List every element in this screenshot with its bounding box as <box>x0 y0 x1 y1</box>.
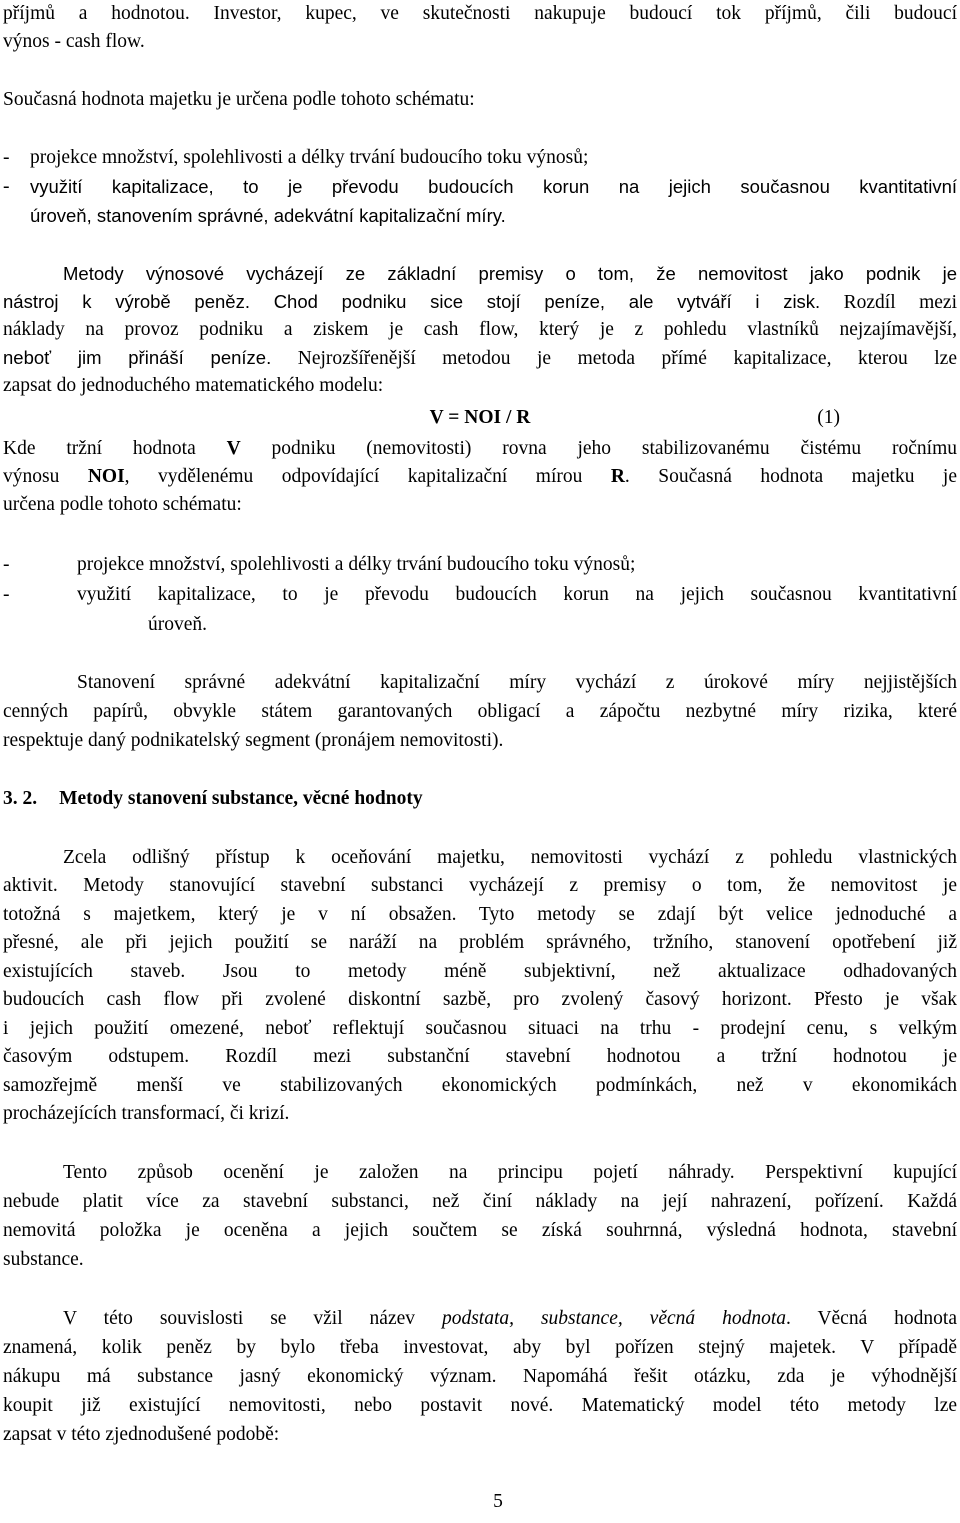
equation-number: (1) <box>817 407 840 428</box>
text-line: znamená, kolik peněz by bylo třeba investovat, aby byl pořízen stejný majetek. V případě <box>3 1337 957 1358</box>
section-heading <box>3 787 423 811</box>
list-bullet: - <box>3 176 10 197</box>
list-bullet: - <box>3 584 10 605</box>
text-line: respektuje daný podnikatelský segment (pronájem nemovitosti). <box>3 730 504 751</box>
text-line: nákupu má substance jasný ekonomický význam. Napomáhá řešit otázku, zda je výhodnější <box>3 1366 957 1387</box>
text-span: R <box>610 466 625 487</box>
text-span: . Současná hodnota majetku je <box>624 466 958 487</box>
text-span: Nejrozšířenější metodou je metoda přímé kapitalizace, kterou lze <box>271 348 957 369</box>
text-line: existujících staveb. Jsou to metody méně subjektivní, než aktualizace odhadovaných <box>3 961 957 982</box>
list-item: projekce množství, spolehlivosti a délky trvání budoucího toku výnosů; <box>77 554 636 575</box>
text-line: příjmů a hodnotou. Investor, kupec, ve skutečnosti nakupuje budoucí tok příjmů, čili budoucí <box>3 3 957 24</box>
text-line: totožná s majetkem, který je v ní obsažen. Tyto metody se zdají být velice jednoduché a <box>3 904 957 925</box>
text-line: náklady na provoz podniku a ziskem je cash flow, který je z pohledu vlastníků nejzajímavější, <box>3 319 957 340</box>
text-line: určena podle tohoto schématu: <box>3 494 242 515</box>
text-span: V <box>226 438 241 459</box>
list-item: využití kapitalizace, to je převodu budoucích korun na jejich současnou kvantitativní <box>77 584 957 605</box>
text-line: Zcela odlišný přístup k oceňování majetku, nemovitosti vychází z pohledu vlastnických <box>63 847 957 868</box>
text-span: neboť jim přináší peníze. <box>3 347 272 368</box>
text-line: zapsat v této zjednodušené podobě: <box>3 1424 280 1445</box>
text-line: Stanovení správné adekvátní kapitalizační míry vychází z úrokové míry nejjistějších <box>77 672 957 693</box>
text-line: Tento způsob ocenění je založen na principu pojetí náhrady. Perspektivní kupující <box>63 1162 957 1183</box>
text-line <box>3 346 957 371</box>
list-bullet: - <box>3 147 10 168</box>
text-span: výnosu <box>3 466 88 487</box>
text-line <box>3 290 957 315</box>
text-line: časovým odstupem. Rozdíl mezi substanční stavební hodnotou a tržní hodnotou je <box>3 1046 957 1067</box>
text-span: Rozdíl mezi <box>820 292 957 313</box>
text-line: nemovitá položka je oceněna a jejich součtem se získá souhrnná, výsledná hodnota, stavební <box>3 1220 957 1241</box>
text-line: přesné, ale při jejich použití se naráží na problém správného, tržního, stanovení opotřebení již <box>3 932 957 953</box>
text-span: . Věcná hodnota <box>785 1308 957 1329</box>
list-item: projekce množství, spolehlivosti a délky trvání budoucího toku výnosů; <box>30 147 589 168</box>
text-span: nástroj k výrobě peněz. Chod podniku sice stojí peníze, ale vytváří i zisk. <box>3 291 821 312</box>
text-line: koupit již existující nemovitosti, nebo postavit nové. Matematický model této metody lze <box>3 1395 957 1416</box>
text-line <box>3 465 957 489</box>
text-line: zapsat do jednoduchého matematického modelu: <box>3 375 384 396</box>
text-line: samozřejmě menší ve stabilizovaných ekonomických podmínkách, než v ekonomikách <box>3 1075 957 1096</box>
text-line <box>63 1307 957 1331</box>
text-span: V této souvislosti se vžil název <box>63 1308 442 1329</box>
text-line: Současná hodnota majetku je určena podle tohoto schématu: <box>3 89 475 110</box>
list-bullet: - <box>3 554 10 575</box>
text-line: budoucích cash flow při zvolené diskontní sazbě, pro zvolený časový horizont. Přesto je však <box>3 989 957 1010</box>
text-line: cenných papírů, obvykle státem garantovaných obligací a zápočtu nezbytné míry rizika, které <box>3 701 957 722</box>
text-line: procházejících transformací, či krizí. <box>3 1103 290 1124</box>
text-line: Metody výnosové vycházejí ze základní premisy o tom, že nemovitost jako podnik je <box>63 263 957 284</box>
text-span: Kde tržní hodnota <box>3 438 227 459</box>
text-span: , vydělenému odpovídající kapitalizační mírou <box>124 466 611 487</box>
formula: V = NOI / R <box>429 407 531 428</box>
section-number: 3. 2. <box>3 788 38 809</box>
text-line: výnos - cash flow. <box>3 31 145 52</box>
text-line <box>3 437 957 461</box>
text-line: substance. <box>3 1249 84 1270</box>
list-item-continuation: úroveň. <box>148 614 208 635</box>
section-title: Metody stanovení substance, věcné hodnoty <box>59 788 423 809</box>
text-span: NOI <box>87 466 125 487</box>
text-span: podniku (nemovitosti) rovna jeho stabilizovanému čistému ročnímu <box>240 438 957 459</box>
page-number: 5 <box>493 1491 503 1512</box>
text-span: podstata, substance, věcná hodnota <box>441 1308 786 1329</box>
text-line: aktivit. Metody stanovující stavební substanci vycházejí z premisy o tom, že nemovitost je <box>3 875 957 896</box>
text-line: nebude platit více za stavební substanci, než činí náklady na její nahrazení, pořízení. Každá <box>3 1191 957 1212</box>
list-item: využití kapitalizace, to je převodu budoucích korun na jejich současnou kvantitativní <box>30 176 957 197</box>
list-item-continuation: úroveň, stanovením správné, adekvátní kapitalizační míry. <box>30 205 506 226</box>
text-line: i jejich použití omezené, neboť reflektují současnou situaci na trhu - prodejní cenu, s velkým <box>3 1018 957 1039</box>
